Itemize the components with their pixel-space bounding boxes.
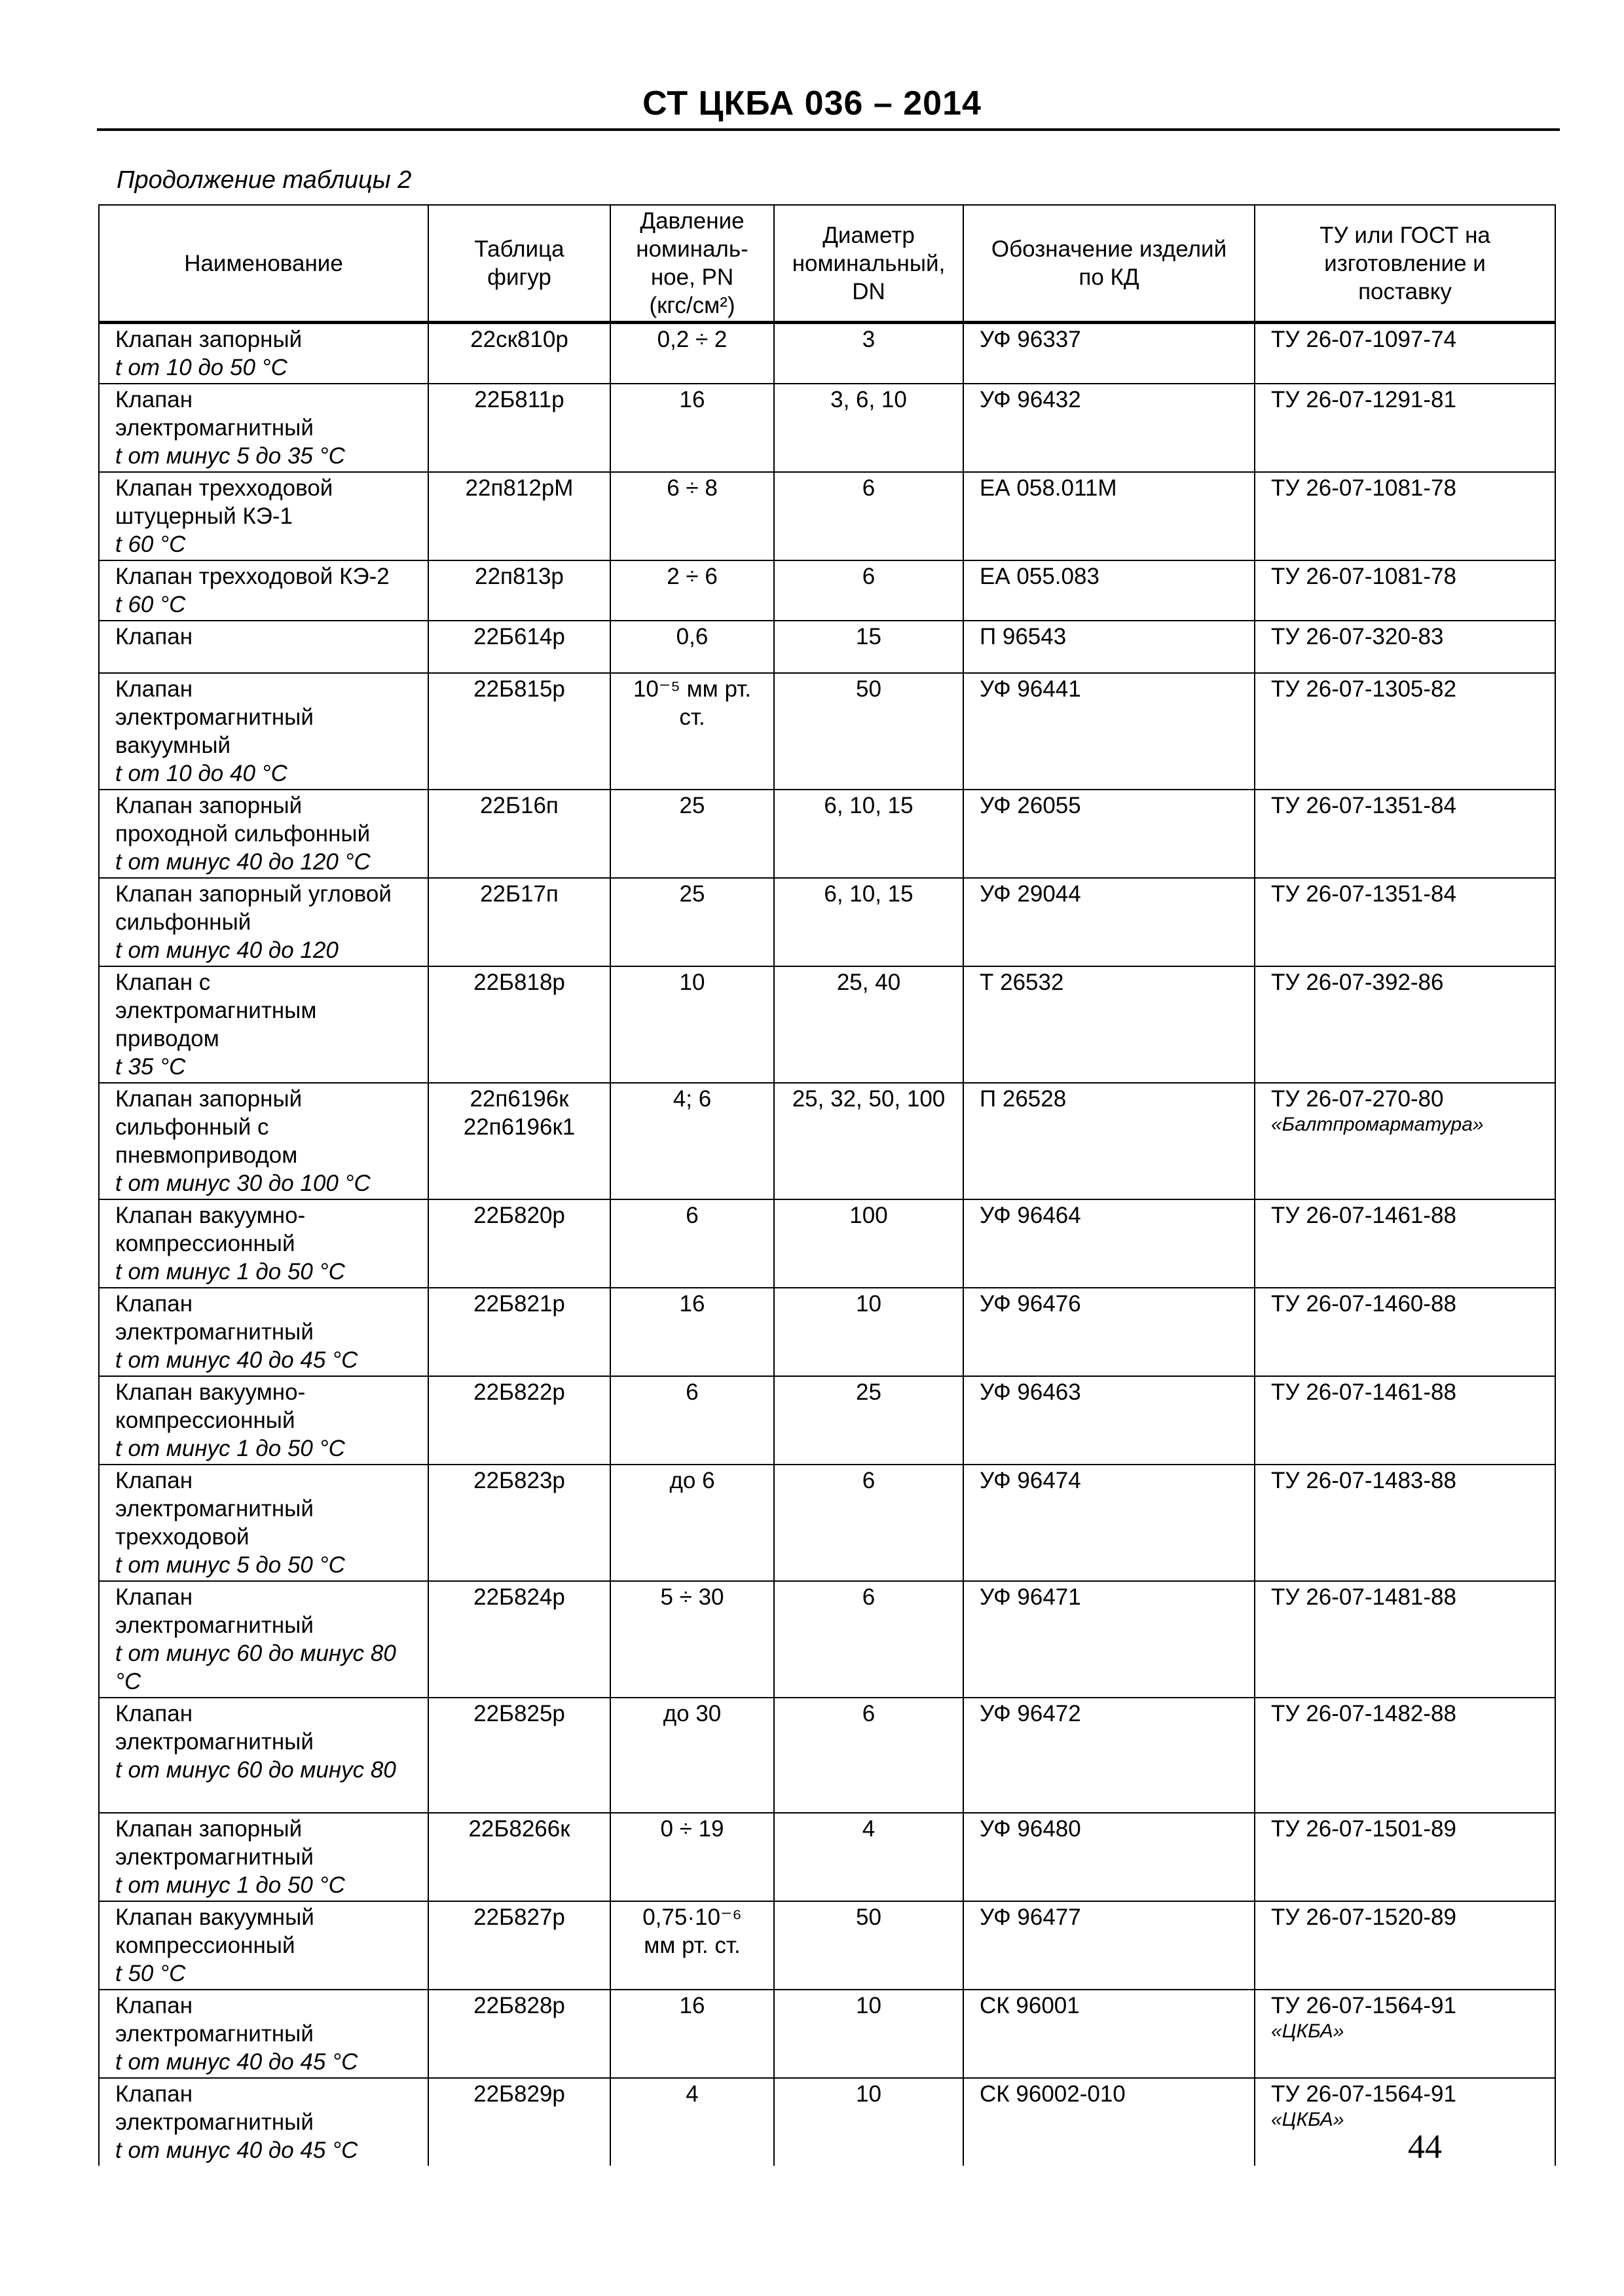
table-row bbox=[99, 384, 1555, 472]
cell-figure bbox=[428, 621, 610, 673]
spec-manufacturer: «Балтпромарматура» bbox=[1271, 1114, 1484, 1135]
cell-name bbox=[99, 323, 428, 384]
table-row bbox=[99, 1901, 1555, 1990]
pressure-line: 10⁻⁵ мм рт. bbox=[633, 676, 752, 702]
cell-spec bbox=[1255, 790, 1555, 878]
cell-name bbox=[99, 790, 428, 878]
pressure-line: 4 bbox=[686, 2081, 699, 2107]
table-row bbox=[99, 1813, 1555, 1901]
column-header-line: Диаметр bbox=[822, 222, 915, 248]
cell-pressure bbox=[610, 966, 774, 1083]
cell-figure bbox=[428, 1698, 610, 1813]
cell-diameter: 25, 32, 50, 100 bbox=[774, 1083, 963, 1199]
temperature-range: t от минус 40 до 120 bbox=[115, 938, 339, 963]
cell-spec bbox=[1255, 1901, 1555, 1990]
cell-name bbox=[99, 1083, 428, 1199]
pressure-line: мм рт. ст. bbox=[644, 1933, 741, 1958]
cell-figure bbox=[428, 384, 610, 472]
cell-name bbox=[99, 621, 428, 673]
cell-designation: УФ 96480 bbox=[963, 1813, 1255, 1901]
figure-line: 22Б8266к bbox=[468, 1816, 570, 1842]
cell-figure bbox=[428, 1083, 610, 1199]
figure-line: 22Б829р bbox=[473, 2081, 565, 2107]
figure-line: 22Б815р bbox=[473, 676, 565, 702]
cell-designation: УФ 96337 bbox=[963, 323, 1255, 384]
name-line: Клапан bbox=[115, 1584, 193, 1610]
cell-spec bbox=[1255, 472, 1555, 560]
temperature-range: t от минус 40 до 45 °С bbox=[115, 1347, 358, 1373]
spec-number: ТУ 26-07-1461-88 bbox=[1271, 1379, 1456, 1405]
cell-diameter: 6 bbox=[774, 1581, 963, 1698]
spec-number: ТУ 26-07-1291-81 bbox=[1271, 387, 1456, 412]
header-rule bbox=[97, 128, 1560, 131]
cell-figure bbox=[428, 2078, 610, 2166]
name-line: штуцерный КЭ-1 bbox=[115, 503, 293, 529]
cell-pressure bbox=[610, 1288, 774, 1376]
temperature-range: t 35 °С bbox=[115, 1054, 186, 1080]
cell-spec bbox=[1255, 1465, 1555, 1581]
document-header-title: СТ ЦКБА 036 – 2014 bbox=[642, 84, 982, 122]
cell-name bbox=[99, 1990, 428, 2078]
cell-spec bbox=[1255, 1376, 1555, 1465]
pressure-line: 4; 6 bbox=[673, 1086, 712, 1112]
cell-designation: П 26528 bbox=[963, 1083, 1255, 1199]
name-line: электромагнитный bbox=[115, 2109, 314, 2135]
cell-spec bbox=[1255, 323, 1555, 384]
figure-line: 22Б824р bbox=[473, 1584, 565, 1610]
cell-name bbox=[99, 1698, 428, 1813]
name-line: электромагнитный bbox=[115, 2021, 314, 2047]
cell-figure bbox=[428, 1813, 610, 1901]
column-header-line: Таблица bbox=[474, 236, 564, 262]
temperature-range: t от минус 60 до минус 80 bbox=[115, 1757, 396, 1783]
cell-pressure bbox=[610, 1901, 774, 1990]
spec-number: ТУ 26-07-1081-78 bbox=[1271, 564, 1456, 589]
figure-line: 22Б822р bbox=[473, 1379, 565, 1405]
cell-figure bbox=[428, 1199, 610, 1288]
table-body bbox=[99, 323, 1555, 2166]
figure-line: 22ск810р bbox=[470, 327, 568, 352]
pressure-line: 0,2 ÷ 2 bbox=[657, 327, 728, 352]
name-line: Клапан bbox=[115, 676, 193, 702]
cell-diameter: 6, 10, 15 bbox=[774, 878, 963, 966]
figure-line: 22Б821р bbox=[473, 1291, 565, 1317]
pressure-line: 16 bbox=[679, 1291, 705, 1317]
temperature-range: t от минус 40 до 45 °С bbox=[115, 2138, 358, 2163]
cell-pressure bbox=[610, 621, 774, 673]
table-row bbox=[99, 472, 1555, 560]
table-row bbox=[99, 2078, 1555, 2166]
cell-pressure bbox=[610, 1465, 774, 1581]
name-line: Клапан bbox=[115, 1291, 193, 1317]
spec-number: ТУ 26-07-1483-88 bbox=[1271, 1468, 1456, 1493]
cell-figure bbox=[428, 323, 610, 384]
name-line: пневмоприводом bbox=[115, 1142, 298, 1168]
cell-designation: Т 26532 bbox=[963, 966, 1255, 1083]
temperature-range: t 60 °С bbox=[115, 592, 186, 617]
cell-designation: УФ 96477 bbox=[963, 1901, 1255, 1990]
cell-name bbox=[99, 1465, 428, 1581]
cell-figure bbox=[428, 1581, 610, 1698]
page-number: 44 bbox=[1408, 2128, 1442, 2166]
spec-manufacturer: «ЦКБА» bbox=[1271, 2109, 1344, 2130]
spec-number: ТУ 26-07-320-83 bbox=[1271, 624, 1444, 649]
name-line: Клапан вакуумный bbox=[115, 1904, 314, 1930]
valve-table bbox=[98, 204, 1556, 2166]
cell-name bbox=[99, 1199, 428, 1288]
cell-name bbox=[99, 966, 428, 1083]
cell-spec bbox=[1255, 384, 1555, 472]
column-header-pressure bbox=[610, 205, 774, 323]
temperature-range: t 50 °С bbox=[115, 1961, 186, 1986]
name-line: электромагнитный bbox=[115, 1496, 314, 1522]
figure-line: 22Б17п bbox=[480, 881, 559, 907]
cell-pressure bbox=[610, 1083, 774, 1199]
cell-name bbox=[99, 2078, 428, 2166]
column-header-line: (кгс/см²) bbox=[649, 293, 735, 318]
spec-number: ТУ 26-07-392-86 bbox=[1271, 970, 1444, 995]
cell-pressure bbox=[610, 673, 774, 790]
cell-spec bbox=[1255, 673, 1555, 790]
spec-number: ТУ 26-07-1461-88 bbox=[1271, 1203, 1456, 1228]
cell-figure bbox=[428, 1376, 610, 1465]
table-caption: Продолжение таблицы 2 bbox=[117, 166, 412, 194]
cell-figure bbox=[428, 790, 610, 878]
cell-diameter: 6 bbox=[774, 560, 963, 621]
table-row bbox=[99, 673, 1555, 790]
table-row bbox=[99, 1465, 1555, 1581]
pressure-line: до 6 bbox=[669, 1468, 715, 1493]
cell-diameter: 6 bbox=[774, 1698, 963, 1813]
cell-figure bbox=[428, 1990, 610, 2078]
table-row bbox=[99, 621, 1555, 673]
name-line: Клапан трехходовой КЭ-2 bbox=[115, 564, 390, 589]
name-line: Клапан bbox=[115, 2081, 193, 2107]
pressure-line: 16 bbox=[679, 1993, 705, 2018]
table-row bbox=[99, 1199, 1555, 1288]
cell-figure bbox=[428, 966, 610, 1083]
column-header-figure bbox=[428, 205, 610, 323]
column-header-name bbox=[99, 205, 428, 323]
cell-diameter: 6, 10, 15 bbox=[774, 790, 963, 878]
cell-figure bbox=[428, 673, 610, 790]
table-row bbox=[99, 560, 1555, 621]
cell-diameter: 6 bbox=[774, 1465, 963, 1581]
table-row bbox=[99, 1698, 1555, 1813]
table-row bbox=[99, 878, 1555, 966]
name-line: Клапан с bbox=[115, 970, 211, 995]
cell-designation: УФ 96474 bbox=[963, 1465, 1255, 1581]
temperature-range: t от минус 1 до 50 °С bbox=[115, 1436, 345, 1461]
cell-figure bbox=[428, 560, 610, 621]
name-line: трехходовой bbox=[115, 1524, 249, 1550]
spec-number: ТУ 26-07-1520-89 bbox=[1271, 1904, 1456, 1930]
cell-designation: УФ 96476 bbox=[963, 1288, 1255, 1376]
figure-line: 22п812рМ bbox=[465, 475, 574, 501]
figure-line: 22Б614р bbox=[473, 624, 565, 649]
name-line: Клапан запорный bbox=[115, 793, 303, 818]
cell-pressure bbox=[610, 472, 774, 560]
figure-line: 22п6196к1 bbox=[463, 1114, 576, 1140]
temperature-range: t от минус 40 до 120 °С bbox=[115, 849, 371, 875]
cell-diameter: 4 bbox=[774, 1813, 963, 1901]
pressure-line: 6 bbox=[686, 1379, 699, 1405]
name-line: электромагнитным bbox=[115, 998, 317, 1023]
temperature-range: t от 10 до 50 °С bbox=[115, 355, 287, 380]
name-line: Клапан bbox=[115, 1701, 193, 1726]
cell-name bbox=[99, 1813, 428, 1901]
cell-diameter: 10 bbox=[774, 1990, 963, 2078]
temperature-range: t от минус 60 до минус 80 °С bbox=[115, 1641, 396, 1694]
column-header-line: Обозначение изделий bbox=[991, 236, 1227, 262]
name-line: электромагнитный bbox=[115, 415, 314, 441]
table-row bbox=[99, 1581, 1555, 1698]
cell-designation: ЕА 058.011М bbox=[963, 472, 1255, 560]
pressure-line: 25 bbox=[679, 793, 705, 818]
name-line: Клапан запорный угловой bbox=[115, 881, 392, 907]
cell-name bbox=[99, 673, 428, 790]
figure-line: 22Б818р bbox=[473, 970, 565, 995]
name-line: Клапан запорный bbox=[115, 1816, 303, 1842]
spec-number: ТУ 26-07-1081-78 bbox=[1271, 475, 1456, 501]
cell-name bbox=[99, 472, 428, 560]
table-row bbox=[99, 1990, 1555, 2078]
cell-spec bbox=[1255, 1813, 1555, 1901]
cell-pressure bbox=[610, 2078, 774, 2166]
pressure-line: 10 bbox=[679, 970, 705, 995]
figure-line: 22Б827р bbox=[473, 1904, 565, 1930]
figure-line: 22Б823р bbox=[473, 1468, 565, 1493]
spec-number: ТУ 26-07-1097-74 bbox=[1271, 327, 1456, 352]
column-header-line: DN bbox=[852, 278, 885, 304]
spec-number: ТУ 26-07-1564-91 bbox=[1271, 2081, 1456, 2107]
name-line: Клапан bbox=[115, 387, 193, 412]
cell-diameter: 25, 40 bbox=[774, 966, 963, 1083]
temperature-range: t от минус 1 до 50 °С bbox=[115, 1259, 345, 1285]
column-header-line: по КД bbox=[1079, 264, 1139, 290]
temperature-range: t 60 °С bbox=[115, 532, 186, 557]
cell-pressure bbox=[610, 878, 774, 966]
column-header-line: номиналь- bbox=[636, 236, 748, 262]
table-row bbox=[99, 1288, 1555, 1376]
name-line: электромагнитный bbox=[115, 1844, 314, 1870]
figure-line: 22Б825р bbox=[473, 1701, 565, 1726]
name-line: сильфонный bbox=[115, 909, 251, 935]
cell-pressure bbox=[610, 560, 774, 621]
name-line: вакуумный bbox=[115, 733, 231, 758]
figure-line: 22Б16п bbox=[480, 793, 559, 818]
cell-designation: УФ 96472 bbox=[963, 1698, 1255, 1813]
cell-diameter: 3, 6, 10 bbox=[774, 384, 963, 472]
pressure-line: ст. bbox=[679, 704, 705, 730]
column-header-diameter bbox=[774, 205, 963, 323]
cell-diameter: 10 bbox=[774, 2078, 963, 2166]
name-line: сильфонный с bbox=[115, 1114, 269, 1140]
name-line: Клапан трехходовой bbox=[115, 475, 333, 501]
temperature-range: t от минус 1 до 50 °С bbox=[115, 1872, 345, 1898]
cell-figure bbox=[428, 472, 610, 560]
pressure-line: 0,6 bbox=[676, 624, 709, 649]
name-line: Клапан bbox=[115, 1468, 193, 1493]
cell-pressure bbox=[610, 1698, 774, 1813]
table-row bbox=[99, 323, 1555, 384]
spec-number: ТУ 26-07-1482-88 bbox=[1271, 1701, 1456, 1726]
cell-designation: УФ 96463 bbox=[963, 1376, 1255, 1465]
cell-name bbox=[99, 560, 428, 621]
cell-designation: СК 96002-010 bbox=[963, 2078, 1255, 2166]
spec-number: ТУ 26-07-1501-89 bbox=[1271, 1816, 1456, 1842]
name-line: электромагнитный bbox=[115, 1729, 314, 1755]
cell-pressure bbox=[610, 1376, 774, 1465]
table-row bbox=[99, 1376, 1555, 1465]
cell-designation: СК 96001 bbox=[963, 1990, 1255, 2078]
cell-pressure bbox=[610, 1813, 774, 1901]
spec-number: ТУ 26-07-1564-91 bbox=[1271, 1993, 1456, 2018]
spec-number: ТУ 26-07-1481-88 bbox=[1271, 1584, 1456, 1610]
cell-figure bbox=[428, 878, 610, 966]
cell-diameter: 15 bbox=[774, 621, 963, 673]
column-header-spec bbox=[1255, 205, 1555, 323]
cell-pressure bbox=[610, 790, 774, 878]
cell-spec bbox=[1255, 1083, 1555, 1199]
cell-designation: УФ 96464 bbox=[963, 1199, 1255, 1288]
table-row bbox=[99, 1083, 1555, 1199]
figure-line: 22Б811р bbox=[474, 387, 564, 412]
temperature-range: t от минус 30 до 100 °С bbox=[115, 1171, 371, 1196]
name-line: электромагнитный bbox=[115, 1613, 314, 1638]
cell-name bbox=[99, 384, 428, 472]
pressure-line: 25 bbox=[679, 881, 705, 907]
cell-pressure bbox=[610, 1990, 774, 2078]
cell-spec bbox=[1255, 560, 1555, 621]
pressure-line: 0 ÷ 19 bbox=[660, 1816, 724, 1842]
spec-number: ТУ 26-07-1351-84 bbox=[1271, 793, 1456, 818]
cell-designation: УФ 26055 bbox=[963, 790, 1255, 878]
pressure-line: 6 bbox=[686, 1203, 699, 1228]
cell-designation: ЕА 055.083 bbox=[963, 560, 1255, 621]
cell-figure bbox=[428, 1288, 610, 1376]
column-header-line: ное, PN bbox=[650, 264, 734, 290]
figure-line: 22Б828р bbox=[473, 1993, 565, 2018]
temperature-range: t от минус 5 до 35 °С bbox=[115, 443, 345, 469]
column-header-line: ТУ или ГОСТ на bbox=[1320, 222, 1490, 248]
name-line: Клапан bbox=[115, 1993, 193, 2018]
cell-diameter: 50 bbox=[774, 673, 963, 790]
temperature-range: t от 10 до 40 °С bbox=[115, 761, 287, 786]
column-header-line: номинальный, bbox=[792, 250, 946, 276]
temperature-range: t от минус 40 до 45 °С bbox=[115, 2049, 358, 2075]
column-header-line: Наименование bbox=[184, 250, 343, 276]
name-line: приводом bbox=[115, 1026, 219, 1051]
spec-number: ТУ 26-07-1460-88 bbox=[1271, 1291, 1456, 1317]
pressure-line: 16 bbox=[679, 387, 705, 412]
cell-diameter: 10 bbox=[774, 1288, 963, 1376]
name-line: компрессионный bbox=[115, 1408, 295, 1433]
cell-spec bbox=[1255, 1581, 1555, 1698]
cell-spec bbox=[1255, 1199, 1555, 1288]
name-line: электромагнитный bbox=[115, 1319, 314, 1345]
cell-diameter: 100 bbox=[774, 1199, 963, 1288]
name-line: электромагнитный bbox=[115, 704, 314, 730]
cell-designation: П 96543 bbox=[963, 621, 1255, 673]
column-header-designation bbox=[963, 205, 1255, 323]
name-line: Клапан вакуумно- bbox=[115, 1379, 306, 1405]
column-header-line: Давление bbox=[640, 208, 745, 234]
cell-spec bbox=[1255, 966, 1555, 1083]
pressure-line: 2 ÷ 6 bbox=[667, 564, 718, 589]
cell-spec bbox=[1255, 1698, 1555, 1813]
column-header-line: изготовление и bbox=[1324, 250, 1486, 276]
figure-line: 22п6196к bbox=[470, 1086, 569, 1112]
table-row bbox=[99, 790, 1555, 878]
table-row bbox=[99, 966, 1555, 1083]
cell-spec bbox=[1255, 1990, 1555, 2078]
spec-manufacturer: «ЦКБА» bbox=[1271, 2020, 1344, 2042]
name-line: Клапан запорный bbox=[115, 1086, 303, 1112]
cell-name bbox=[99, 1901, 428, 1990]
cell-name bbox=[99, 1581, 428, 1698]
figure-line: 22п813р bbox=[475, 564, 564, 589]
cell-diameter: 25 bbox=[774, 1376, 963, 1465]
cell-spec bbox=[1255, 1288, 1555, 1376]
pressure-line: 5 ÷ 30 bbox=[660, 1584, 724, 1610]
name-line: компрессионный bbox=[115, 1933, 295, 1958]
column-header-line: фигур bbox=[487, 264, 551, 290]
name-line: проходной сильфонный bbox=[115, 821, 371, 847]
cell-spec bbox=[1255, 878, 1555, 966]
cell-name bbox=[99, 878, 428, 966]
cell-spec bbox=[1255, 621, 1555, 673]
pressure-line: 0,75·10⁻⁶ bbox=[642, 1904, 742, 1930]
cell-diameter: 3 bbox=[774, 323, 963, 384]
cell-diameter: 6 bbox=[774, 472, 963, 560]
pressure-line: до 30 bbox=[663, 1701, 722, 1726]
name-line: Клапан вакуумно- bbox=[115, 1203, 306, 1228]
cell-name bbox=[99, 1288, 428, 1376]
spec-number: ТУ 26-07-1305-82 bbox=[1271, 676, 1456, 702]
name-line: компрессионный bbox=[115, 1231, 295, 1256]
cell-spec bbox=[1255, 2078, 1555, 2166]
cell-pressure bbox=[610, 323, 774, 384]
cell-figure bbox=[428, 1901, 610, 1990]
cell-designation: УФ 96471 bbox=[963, 1581, 1255, 1698]
cell-name bbox=[99, 1376, 428, 1465]
cell-diameter: 50 bbox=[774, 1901, 963, 1990]
name-line: Клапан bbox=[115, 624, 193, 649]
temperature-range: t от минус 5 до 50 °С bbox=[115, 1552, 345, 1578]
table-header-row bbox=[99, 205, 1555, 323]
spec-number: ТУ 26-07-1351-84 bbox=[1271, 881, 1456, 907]
figure-line: 22Б820р bbox=[473, 1203, 565, 1228]
column-header-line: поставку bbox=[1358, 278, 1452, 304]
name-line: Клапан запорный bbox=[115, 327, 303, 352]
cell-figure bbox=[428, 1465, 610, 1581]
pressure-line: 6 ÷ 8 bbox=[667, 475, 718, 501]
cell-designation: УФ 29044 bbox=[963, 878, 1255, 966]
cell-pressure bbox=[610, 384, 774, 472]
spec-number: ТУ 26-07-270-80 bbox=[1271, 1086, 1444, 1112]
cell-designation: УФ 96441 bbox=[963, 673, 1255, 790]
cell-designation: УФ 96432 bbox=[963, 384, 1255, 472]
cell-pressure bbox=[610, 1199, 774, 1288]
cell-pressure bbox=[610, 1581, 774, 1698]
